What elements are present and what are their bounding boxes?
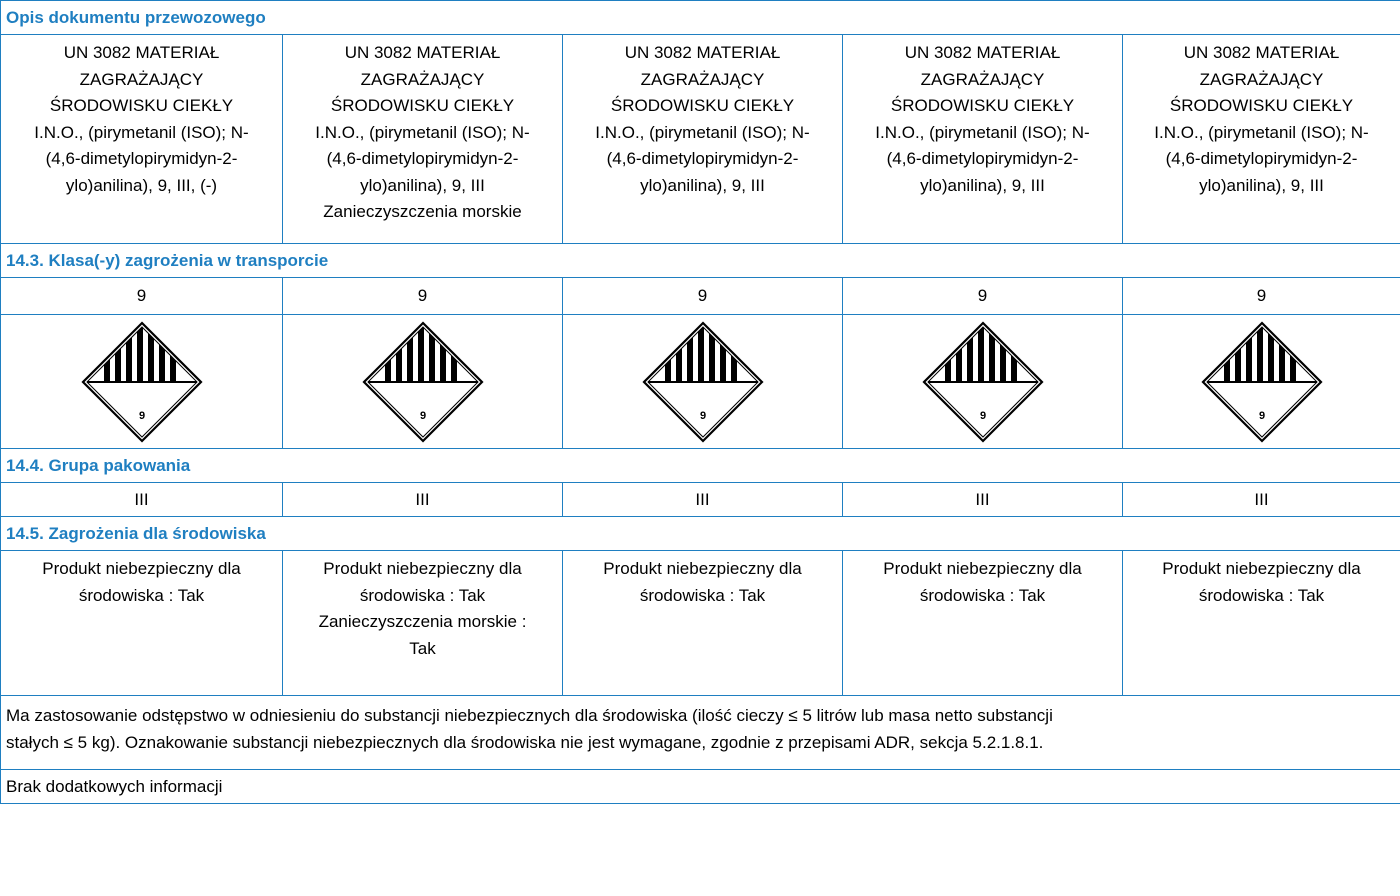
- packing-group-cell: III: [283, 483, 563, 517]
- doc-description-line: ŚRODOWISKU CIEKŁY: [330, 96, 515, 115]
- doc-description-line: ŚRODOWISKU CIEKŁY: [49, 96, 234, 115]
- packing-group-row: [1, 483, 1400, 517]
- section-title: 14.5. Zagrożenia dla środowiska: [6, 523, 266, 543]
- env-hazard-line: środowiska : Tak: [1198, 585, 1325, 605]
- doc-description-line: ŚRODOWISKU CIEKŁY: [890, 96, 1075, 115]
- env-hazard-line: Produkt niebezpieczny dla: [883, 559, 1082, 578]
- doc-description-row: [1, 35, 1400, 244]
- section-header-env-hazards: [1, 517, 1400, 551]
- additional-info: Brak dodatkowych informacji: [1, 770, 1400, 804]
- pictogram-class-number: 9: [1258, 409, 1265, 422]
- pictogram-cell: [563, 315, 843, 449]
- env-hazard-line: Zanieczyszczenia morskie :: [318, 612, 527, 631]
- pictogram-class-number: 9: [979, 409, 986, 422]
- class-9-miscellaneous-dangerous-goods-diamond-icon: [1200, 320, 1324, 444]
- hazard-class-cell: 9: [1123, 278, 1400, 315]
- section-header-doc-description: [1, 1, 1400, 35]
- doc-description-line: I.N.O., (pirymetanil (ISO); N-: [34, 122, 249, 142]
- section-header-hazard-class: [1, 244, 1400, 278]
- exemption-note: [1, 696, 1400, 770]
- pictogram-class-number: 9: [419, 409, 426, 422]
- doc-description-line: ZAGRAŻAJĄCY: [920, 69, 1045, 89]
- env-hazard-line: środowiska : Tak: [639, 585, 766, 605]
- doc-description-line: ZAGRAŻAJĄCY: [640, 69, 765, 89]
- doc-description-cell: [1, 35, 283, 244]
- packing-group-cell: III: [1123, 483, 1400, 517]
- env-hazard-cell: [1, 551, 283, 696]
- pictogram-class-number: 9: [699, 409, 706, 422]
- doc-description-line: UN 3082 MATERIAŁ: [624, 43, 781, 62]
- doc-description-line: I.N.O., (pirymetanil (ISO); N-: [595, 122, 810, 142]
- doc-description-line: ZAGRAŻAJĄCY: [1199, 69, 1324, 89]
- section-header-packing-group: [1, 449, 1400, 483]
- env-hazard-line: Produkt niebezpieczny dla: [1162, 559, 1361, 578]
- doc-description-line: UN 3082 MATERIAŁ: [904, 43, 1061, 62]
- doc-description-line: Zanieczyszczenia morskie: [323, 202, 522, 221]
- env-hazard-line: środowiska : Tak: [78, 585, 205, 605]
- pictogram-cell: [1, 315, 283, 449]
- packing-group-cell: III: [563, 483, 843, 517]
- doc-description-line: I.N.O., (pirymetanil (ISO); N-: [315, 122, 530, 142]
- env-hazard-line: Tak: [409, 638, 436, 658]
- doc-description-line: ylo)anilina), 9, III: [920, 175, 1045, 195]
- env-hazard-cell: [283, 551, 563, 696]
- class-9-miscellaneous-dangerous-goods-diamond-icon: [921, 320, 1045, 444]
- env-hazard-cell: [1123, 551, 1400, 696]
- hazard-class-cell: 9: [843, 278, 1123, 315]
- doc-description-cell: [1123, 35, 1400, 244]
- doc-description-line: ZAGRAŻAJĄCY: [79, 69, 204, 89]
- env-hazard-line: środowiska : Tak: [359, 585, 486, 605]
- doc-description-line: ŚRODOWISKU CIEKŁY: [610, 96, 795, 115]
- doc-description-line: I.N.O., (pirymetanil (ISO); N-: [1154, 122, 1369, 142]
- doc-description-line: (4,6-dimetylopirymidyn-2-: [45, 149, 238, 168]
- hazard-class-row: [1, 278, 1400, 315]
- doc-description-line: (4,6-dimetylopirymidyn-2-: [326, 149, 519, 168]
- doc-description-line: UN 3082 MATERIAŁ: [344, 43, 501, 62]
- doc-description-line: UN 3082 MATERIAŁ: [63, 43, 220, 62]
- hazard-class-cell: 9: [1, 278, 283, 315]
- pictogram-class-number: 9: [138, 409, 145, 422]
- doc-description-line: (4,6-dimetylopirymidyn-2-: [1165, 149, 1358, 168]
- hazard-class-cell: 9: [563, 278, 843, 315]
- pictogram-cell: [843, 315, 1123, 449]
- doc-description-line: ylo)anilina), 9, III: [640, 175, 765, 195]
- hazard-class-cell: 9: [283, 278, 563, 315]
- packing-group-cell: III: [1, 483, 283, 517]
- doc-description-line: ylo)anilina), 9, III: [360, 175, 485, 195]
- doc-description-line: ylo)anilina), 9, III, (-): [65, 175, 218, 195]
- doc-description-cell: [843, 35, 1123, 244]
- class-9-miscellaneous-dangerous-goods-diamond-icon: [641, 320, 765, 444]
- exemption-note-line: stałych ≤ 5 kg). Oznakowanie substancji niebezpiecznych dla środowiska nie jest wymagane, zgodnie z przepisami ADR, sekcja 5.2.1.8.1.: [6, 733, 1044, 752]
- packing-group-cell: III: [843, 483, 1123, 517]
- doc-description-line: ŚRODOWISKU CIEKŁY: [1169, 96, 1354, 115]
- doc-description-cell: [283, 35, 563, 244]
- doc-description-cell: [563, 35, 843, 244]
- doc-description-line: (4,6-dimetylopirymidyn-2-: [886, 149, 1079, 168]
- doc-description-line: (4,6-dimetylopirymidyn-2-: [606, 149, 799, 168]
- exemption-note-line: Ma zastosowanie odstępstwo w odniesieniu do substancji niebezpiecznych dla środowiska (ilość cieczy ≤ 5 litrów lub masa netto substancji: [6, 706, 1053, 725]
- pictogram-cell: [283, 315, 563, 449]
- doc-description-line: UN 3082 MATERIAŁ: [1183, 43, 1340, 62]
- env-hazard-line: Produkt niebezpieczny dla: [603, 559, 802, 578]
- doc-description-line: ZAGRAŻAJĄCY: [360, 69, 485, 89]
- class-9-miscellaneous-dangerous-goods-diamond-icon: [361, 320, 485, 444]
- pictogram-cell: [1123, 315, 1400, 449]
- env-hazard-line: środowiska : Tak: [919, 585, 1046, 605]
- pictogram-row: [1, 315, 1400, 449]
- section-title: Opis dokumentu przewozowego: [6, 7, 266, 27]
- env-hazard-cell: [563, 551, 843, 696]
- env-hazards-row: [1, 551, 1400, 696]
- section-title: 14.3. Klasa(-y) zagrożenia w transporcie: [6, 250, 329, 270]
- section-title: 14.4. Grupa pakowania: [6, 455, 191, 475]
- class-9-miscellaneous-dangerous-goods-diamond-icon: [80, 320, 204, 444]
- env-hazard-line: Produkt niebezpieczny dla: [42, 559, 241, 578]
- env-hazard-line: Produkt niebezpieczny dla: [323, 559, 522, 578]
- doc-description-line: ylo)anilina), 9, III: [1199, 175, 1324, 195]
- env-hazard-cell: [843, 551, 1123, 696]
- doc-description-line: I.N.O., (pirymetanil (ISO); N-: [875, 122, 1090, 142]
